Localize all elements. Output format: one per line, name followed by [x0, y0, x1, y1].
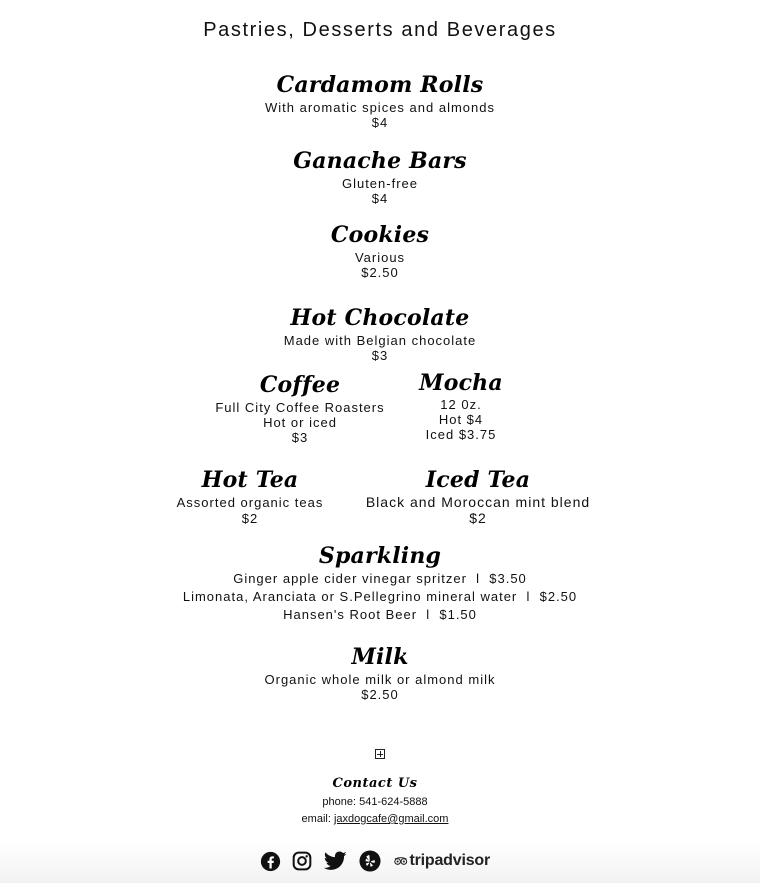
- item-price: $2: [469, 510, 487, 526]
- item-description: Hansen's Root Beer l $1.50: [283, 607, 477, 622]
- contact-title: Contact Us: [332, 776, 418, 791]
- item-name-iced-tea: Iced Tea: [425, 467, 531, 493]
- item-price: $2: [241, 511, 259, 526]
- contact-email-label: email:: [301, 813, 334, 825]
- item-name-milk: Milk: [351, 644, 409, 670]
- item-description: Gluten-free: [341, 176, 419, 191]
- item-description: Various: [354, 250, 406, 265]
- contact-phone: phone: 541-624-5888: [322, 796, 428, 808]
- tripadvisor-icon[interactable]: [394, 849, 490, 873]
- item-description: Ginger apple cider vinegar spritzer l $3.50: [233, 571, 527, 586]
- item-name-ganache-bars: Ganache Bars: [293, 148, 467, 174]
- item-price: Hot $4: [438, 412, 484, 427]
- item-price: $4: [371, 115, 389, 130]
- item-description: 12 0z.: [440, 397, 482, 412]
- tripadvisor-label: tripadvisor: [409, 852, 490, 869]
- instagram-icon[interactable]: [291, 849, 313, 873]
- item-description: Hot or iced: [263, 415, 337, 430]
- item-description: Made with Belgian chocolate: [283, 333, 477, 348]
- item-price: $3: [371, 348, 389, 363]
- item-name-hot-tea: Hot Tea: [201, 467, 299, 493]
- yelp-icon[interactable]: [358, 849, 381, 873]
- item-description: Limonata, Aranciata or S.Pellegrino mineral water l $2.50: [182, 589, 578, 604]
- item-price: $2.50: [361, 687, 399, 702]
- contact-email-link[interactable]: jaxdogcafe@gmail.com: [333, 813, 449, 825]
- item-price: Iced $3.75: [425, 427, 497, 442]
- item-description: Assorted organic teas: [176, 495, 324, 510]
- expand-icon[interactable]: [375, 749, 385, 759]
- item-price: $3: [291, 430, 309, 445]
- item-name-mocha: Mocha: [419, 370, 503, 396]
- item-name-coffee: Coffee: [259, 372, 341, 398]
- item-description: Organic whole milk or almond milk: [264, 672, 496, 687]
- page-title: Pastries, Desserts and Beverages: [203, 19, 557, 41]
- item-price: $2.50: [361, 265, 399, 280]
- item-name-cardamom-rolls: Cardamom Rolls: [276, 72, 484, 98]
- item-name-cookies: Cookies: [330, 222, 430, 248]
- item-description: Full City Coffee Roasters: [215, 400, 385, 415]
- item-name-sparkling: Sparkling: [318, 543, 442, 569]
- item-description: Black and Moroccan mint blend: [365, 494, 591, 510]
- twitter-icon[interactable]: [323, 849, 347, 873]
- item-description: With aromatic spices and almonds: [265, 100, 495, 115]
- contact-email-line: [0, 811, 750, 828]
- facebook-icon[interactable]: [259, 849, 281, 873]
- item-name-hot-chocolate: Hot Chocolate: [290, 305, 470, 331]
- item-price: $4: [371, 191, 389, 206]
